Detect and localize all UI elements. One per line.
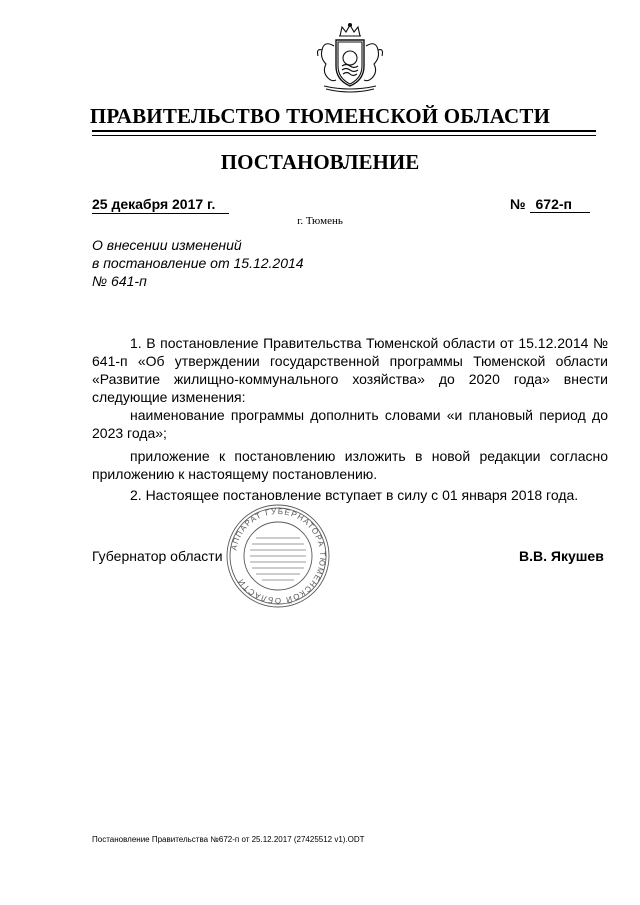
subject-line: О внесении изменений — [92, 237, 242, 253]
document-number — [510, 196, 590, 213]
document-city: г. Тюмень — [297, 215, 343, 227]
number-prefix: № — [510, 196, 526, 212]
official-stamp-icon — [224, 502, 332, 610]
number-value: 672-п — [530, 196, 590, 213]
signer-name: В.В. Якушев — [519, 548, 604, 564]
body-paragraph-4: 2. Настоящее постановление вступает в силу с 01 января 2018 года. — [130, 487, 579, 503]
document-subject — [92, 236, 304, 290]
subject-line: в постановление от 15.12.2014 — [92, 255, 304, 271]
title-divider — [92, 130, 596, 136]
signer-title: Губернатор области — [92, 548, 223, 564]
body-paragraph-3: приложение к постановлению изложить в новой редакции согласно приложению к настоящему постановлению. — [92, 448, 608, 482]
document-date: 25 декабря 2017 г. — [92, 196, 229, 214]
body-paragraph-1: 1. В постановление Правительства Тюменской области от 15.12.2014 № 641-п «Об утверждении государственной программы Тюменской области «Развитие жилищно-коммунального хозяйства» до 2020 года» внести следующие изменения: — [92, 335, 608, 405]
document-footer: Постановление Правительства №672-п от 25.12.2017 (27425512 v1).ODT — [92, 835, 365, 844]
body-paragraph-2: наименование программы дополнить словами «и плановый период до 2023 года»; — [92, 407, 608, 441]
coat-of-arms-icon — [300, 22, 400, 94]
subject-line: № 641-п — [92, 273, 147, 289]
government-title: ПРАВИТЕЛЬСТВО ТЮМЕНСКОЙ ОБЛАСТИ — [89, 104, 551, 128]
document-type-heading: ПОСТАНОВЛЕНИЕ — [220, 150, 420, 174]
stamp-ring-text: АППАРАТ ГУБЕРНАТОРА ТЮМЕНСКОЙ ОБЛАСТИ — [229, 506, 328, 606]
